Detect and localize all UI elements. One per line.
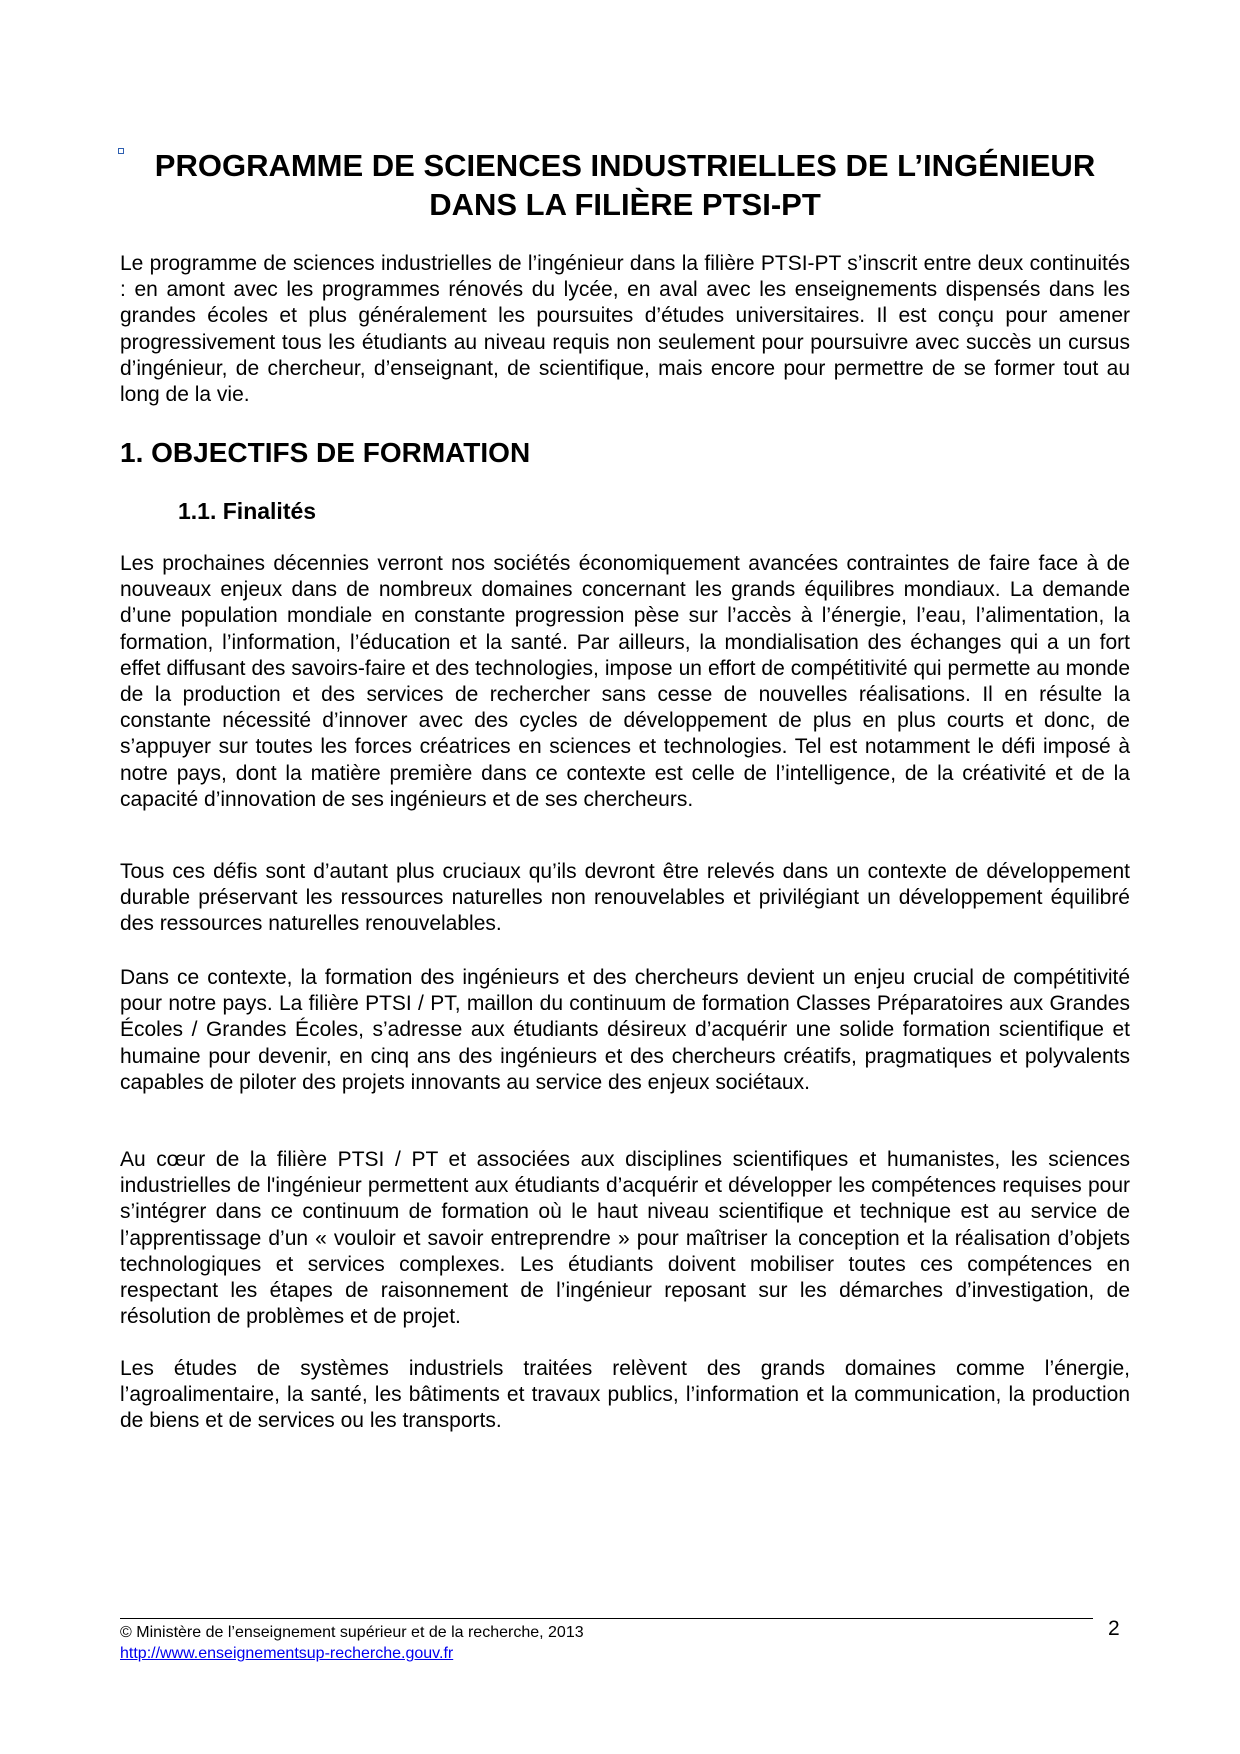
finalites-paragraph-3: Dans ce contexte, la formation des ingénieurs et des chercheurs devient un enjeu crucial de compétitivité pour notre pays. La filière PTSI / PT, maillon du continuum de formation Classes Préparatoires aux Grandes Écoles / Grandes Écoles, s’adresse aux étudiants désireux d’acquérir une solide formation scientifique et humaine pour devenir, en cinq ans des ingénieurs et des chercheurs créatifs, pragmatiques et polyvalents capables de piloter des projets innovants au service des enjeux sociétaux. bbox=[120, 966, 1130, 1094]
page-number: 2 bbox=[1108, 1617, 1120, 1640]
intro-paragraph: Le programme de sciences industrielles de l’ingénieur dans la filière PTSI-PT s’inscrit entre deux continuités : en amont avec les programmes rénovés du lycée, en aval avec les enseignements dispensés dans les grandes écoles et plus généralement les poursuites d’études universitaires. Il est conçu pour amener progressivement tous les étudiants au niveau requis non seulement pour poursuivre avec succès un cursus d’ingénieur, de chercheur, d’enseignant, de scientifique, mais encore pour permettre de se former tout au long de la vie. bbox=[120, 252, 1130, 407]
subsection-heading-finalites: 1.1. Finalités bbox=[178, 498, 317, 524]
document-title-line-1: PROGRAMME DE SCIENCES INDUSTRIELLES DE L’INGÉNIEUR bbox=[154, 148, 1096, 183]
footer-divider bbox=[120, 1618, 1093, 1619]
finalites-paragraph-4: Au cœur de la filière PTSI / PT et associées aux disciplines scientifiques et humanistes, les sciences industrielles de l'ingénieur permettent aux étudiants d’acquérir et développer les compétences requises pour s’intégrer dans ce continuum de formation où le haut niveau scientifique et technique est au service de l’apprentissage d’un « vouloir et savoir entreprendre » pour maîtriser la conception et la réalisation d’objets technologiques et services complexes. Les étudiants doivent mobiliser toutes ces compétences en respectant les étapes de raisonnement de l’ingénieur reposant sur les démarches d’investigation, de résolution de problèmes et de projet. bbox=[120, 1148, 1130, 1329]
finalites-paragraph-2: Tous ces défis sont d’autant plus cruciaux qu’ils devront être relevés dans un contexte de développement durable préservant les ressources naturelles non renouvelables et privilégiant un développement équilibré des ressources naturelles renouvelables. bbox=[120, 860, 1130, 936]
finalites-paragraph-5: Les études de systèmes industriels traitées relèvent des grands domaines comme l’énergie, l’agroalimentaire, la santé, les bâtiments et travaux publics, l’information et la communication, la production de biens et de services ou les transports. bbox=[120, 1357, 1130, 1433]
finalites-paragraph-1: Les prochaines décennies verront nos sociétés économiquement avancées contraintes de faire face à de nouveaux enjeux dans de nombreux domaines concernant les grands équilibres mondiaux. La demande d’une population mondiale en constante progression pèse sur l’accès à l’énergie, l’eau, l’alimentation, la formation, l’information, l’éducation et la santé. Par ailleurs, la mondialisation des échanges qui a un fort effet diffusant des savoirs-faire et des technologies, impose un effort de compétitivité qui permette au monde de la production et des services de rechercher sans cesse de nouvelles réalisations. Il en résulte la constante nécessité d’innover avec des cycles de développement de plus en plus courts et donc, de s’appuyer sur toutes les forces créatrices en sciences et technologies. Tel est notamment le défi imposé à notre pays, dont la matière première dans ce contexte est celle de l’intelligence, de la créativité et de la capacité d’innovation de ses ingénieurs et de ses chercheurs. bbox=[120, 552, 1130, 811]
document-title bbox=[120, 146, 1130, 224]
document-title-line-2: DANS LA FILIÈRE PTSI-PT bbox=[429, 187, 821, 222]
footer-copyright: © Ministère de l’enseignement supérieur et de la recherche, 2013 bbox=[120, 1624, 584, 1641]
footer-website-link[interactable]: http://www.enseignementsup-recherche.gouv.fr bbox=[120, 1645, 454, 1662]
section-heading-objectifs: 1. OBJECTIFS DE FORMATION bbox=[120, 437, 531, 468]
